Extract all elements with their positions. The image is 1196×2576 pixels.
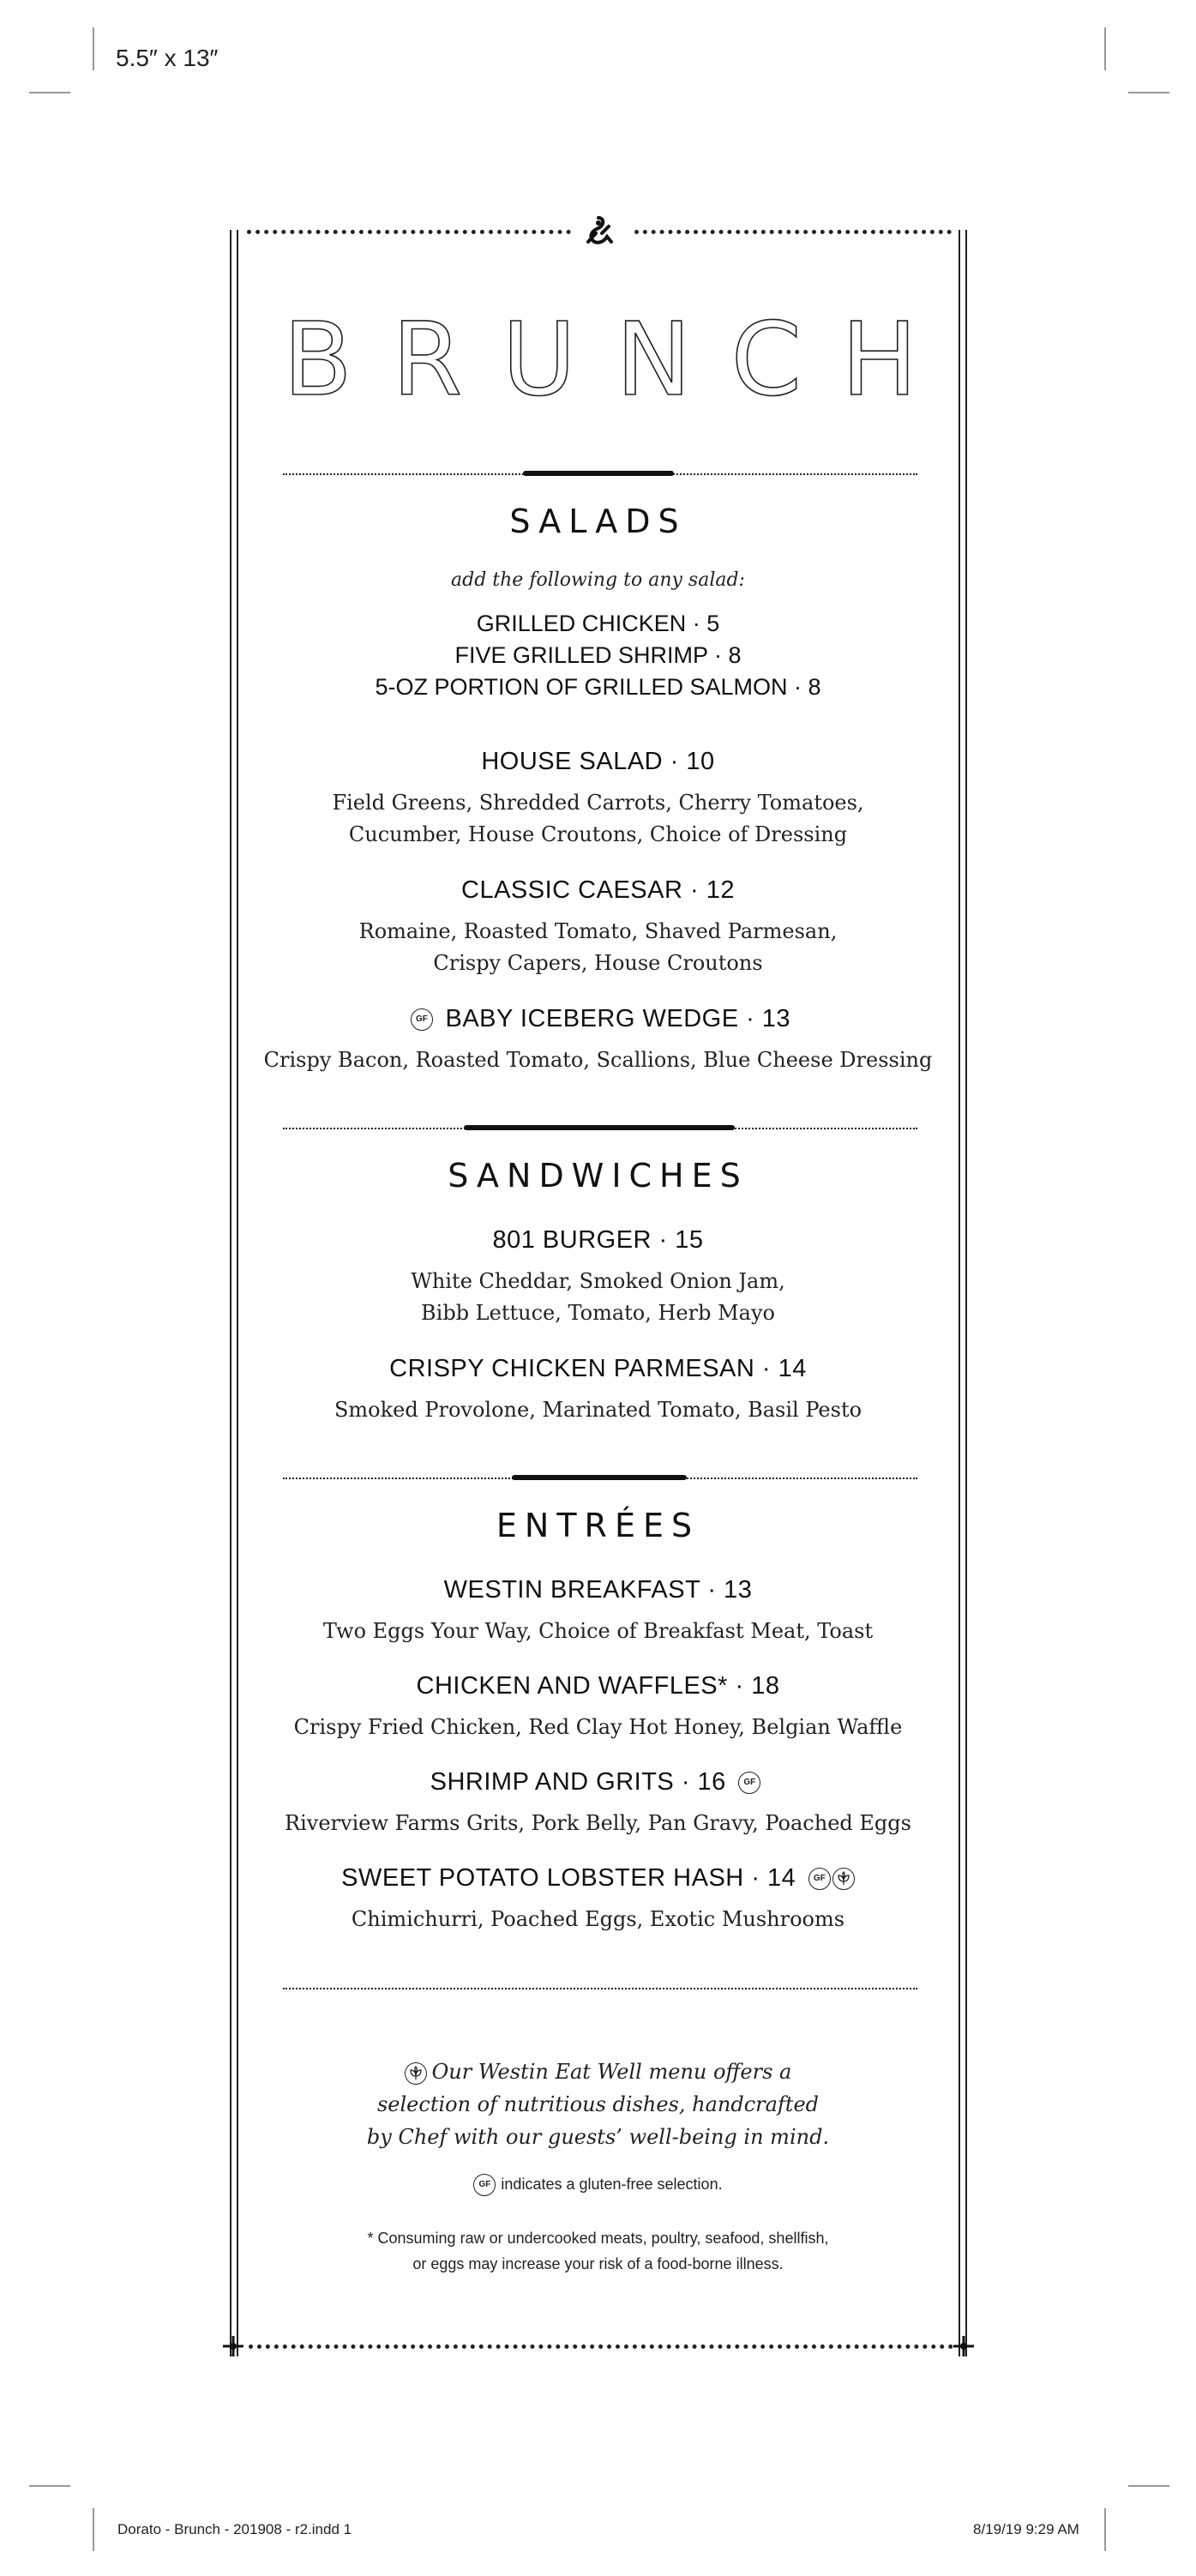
menu-item-name-text: SHRIMP AND GRITS · 16 <box>430 1768 726 1796</box>
crop-mark <box>1104 2508 1106 2551</box>
gf-badge-icon: GF <box>808 1868 831 1890</box>
menu-item-name-text: SWEET POTATO LOBSTER HASH · 14 <box>341 1864 796 1892</box>
menu-item-name: CHICKEN AND WAFFLES* · 18 <box>416 1672 780 1700</box>
eat-well-line: by Chef with our guests’ well-being in mind. <box>366 2125 830 2149</box>
menu-item-description: White Cheddar, Smoked Onion Jam, <box>411 1269 785 1293</box>
section-divider-bar <box>512 1475 687 1480</box>
menu-title <box>283 304 917 407</box>
gf-badge-icon: GF <box>738 1772 760 1794</box>
ampersand-knot-icon <box>581 214 616 249</box>
salad-addon-item: GRILLED CHICKEN · 5 <box>476 611 720 636</box>
sandwiches-heading: SANDWICHES <box>448 1157 748 1195</box>
menu-item-name: 801 BURGER · 15 <box>492 1226 704 1254</box>
menu-item-description: Smoked Provolone, Marinated Tomato, Basil Pesto <box>334 1398 862 1422</box>
menu-item-description: Crispy Capers, House Croutons <box>433 951 763 975</box>
menu-item-description: Romaine, Roasted Tomato, Shaved Parmesan, <box>358 919 838 943</box>
menu-item-name: HOUSE SALAD · 10 <box>481 748 715 775</box>
eat-well-line: selection of nutritious dishes, handcrafted <box>376 2092 820 2116</box>
menu-item-description: Chimichurri, Poached Eggs, Exotic Mushrooms <box>351 1907 845 1931</box>
gf-legend <box>0 2174 1196 2196</box>
section-divider-bar <box>464 1125 735 1130</box>
menu-item-name <box>0 1768 1196 1797</box>
salad-addon-item: 5-OZ PORTION OF GRILLED SALMON · 8 <box>375 674 821 700</box>
crop-mark <box>1128 2485 1169 2487</box>
print-timestamp: 8/19/19 9:29 AM <box>973 2521 1079 2537</box>
crop-mark <box>1104 27 1106 70</box>
menu-item-name-text: BABY ICEBERG WEDGE · 13 <box>445 1005 791 1032</box>
gf-badge-icon: GF <box>411 1008 433 1031</box>
page-size-label: 5.5″ x 13″ <box>116 45 219 71</box>
bottom-dotted-border <box>249 2344 953 2349</box>
leaf-badge-icon <box>832 1868 855 1890</box>
file-name: Dorato - Brunch - 201908 - r2.indd 1 <box>117 2521 352 2537</box>
eat-well-note <box>0 2055 1196 2088</box>
menu-item-name <box>0 1005 1196 1033</box>
menu-item-description: Two Eggs Your Way, Choice of Breakfast Meat, Toast <box>322 1619 874 1643</box>
menu-item-description: Field Greens, Shredded Carrots, Cherry Tomatoes, <box>332 791 864 815</box>
corner-cross-icon <box>221 2334 245 2358</box>
menu-item-name: WESTIN BREAKFAST · 13 <box>443 1576 753 1604</box>
crop-mark <box>1128 92 1169 93</box>
menu-item-name: CRISPY CHICKEN PARMESAN · 14 <box>389 1355 807 1382</box>
section-divider-bar <box>523 471 674 476</box>
section-divider <box>283 1988 917 1989</box>
gf-badge-icon: GF <box>473 2174 496 2196</box>
salad-addon-item: FIVE GRILLED SHRIMP · 8 <box>454 642 742 668</box>
entrees-heading: ENTRÉES <box>496 1507 700 1544</box>
menu-item-name: CLASSIC CAESAR · 12 <box>461 876 735 904</box>
menu-item-name <box>0 1864 1196 1893</box>
top-dotted-border <box>247 230 571 234</box>
salads-heading: SALADS <box>509 503 687 540</box>
crop-mark <box>29 92 70 93</box>
crop-mark <box>29 2485 70 2487</box>
leaf-badge-icon <box>405 2062 427 2085</box>
menu-item-description: Bibb Lettuce, Tomato, Herb Mayo <box>421 1301 775 1325</box>
menu-item-description: Crispy Fried Chicken, Red Clay Hot Honey, Belgian Waffle <box>293 1715 903 1739</box>
svg-text:BRUNCH: BRUNCH <box>283 304 917 407</box>
gf-legend-text: indicates a gluten-free selection. <box>501 2175 723 2193</box>
food-safety-disclaimer: or eggs may increase your risk of a food-borne illness. <box>412 2255 784 2272</box>
crop-mark <box>93 27 94 70</box>
menu-item-description: Riverview Farms Grits, Pork Belly, Pan Gravy, Poached Eggs <box>285 1811 911 1835</box>
menu-item-description: Crispy Bacon, Roasted Tomato, Scallions, Blue Cheese Dressing <box>263 1048 933 1072</box>
crop-mark <box>93 2508 94 2551</box>
food-safety-disclaimer: * Consuming raw or undercooked meats, poultry, seafood, shellfish, <box>367 2230 829 2247</box>
salad-addon-note: add the following to any salad: <box>451 569 745 591</box>
eat-well-line: Our Westin Eat Well menu offers a <box>431 2060 792 2084</box>
top-dotted-border <box>634 230 952 234</box>
corner-cross-icon <box>952 2334 976 2358</box>
menu-item-description: Cucumber, House Croutons, Choice of Dressing <box>348 822 848 846</box>
